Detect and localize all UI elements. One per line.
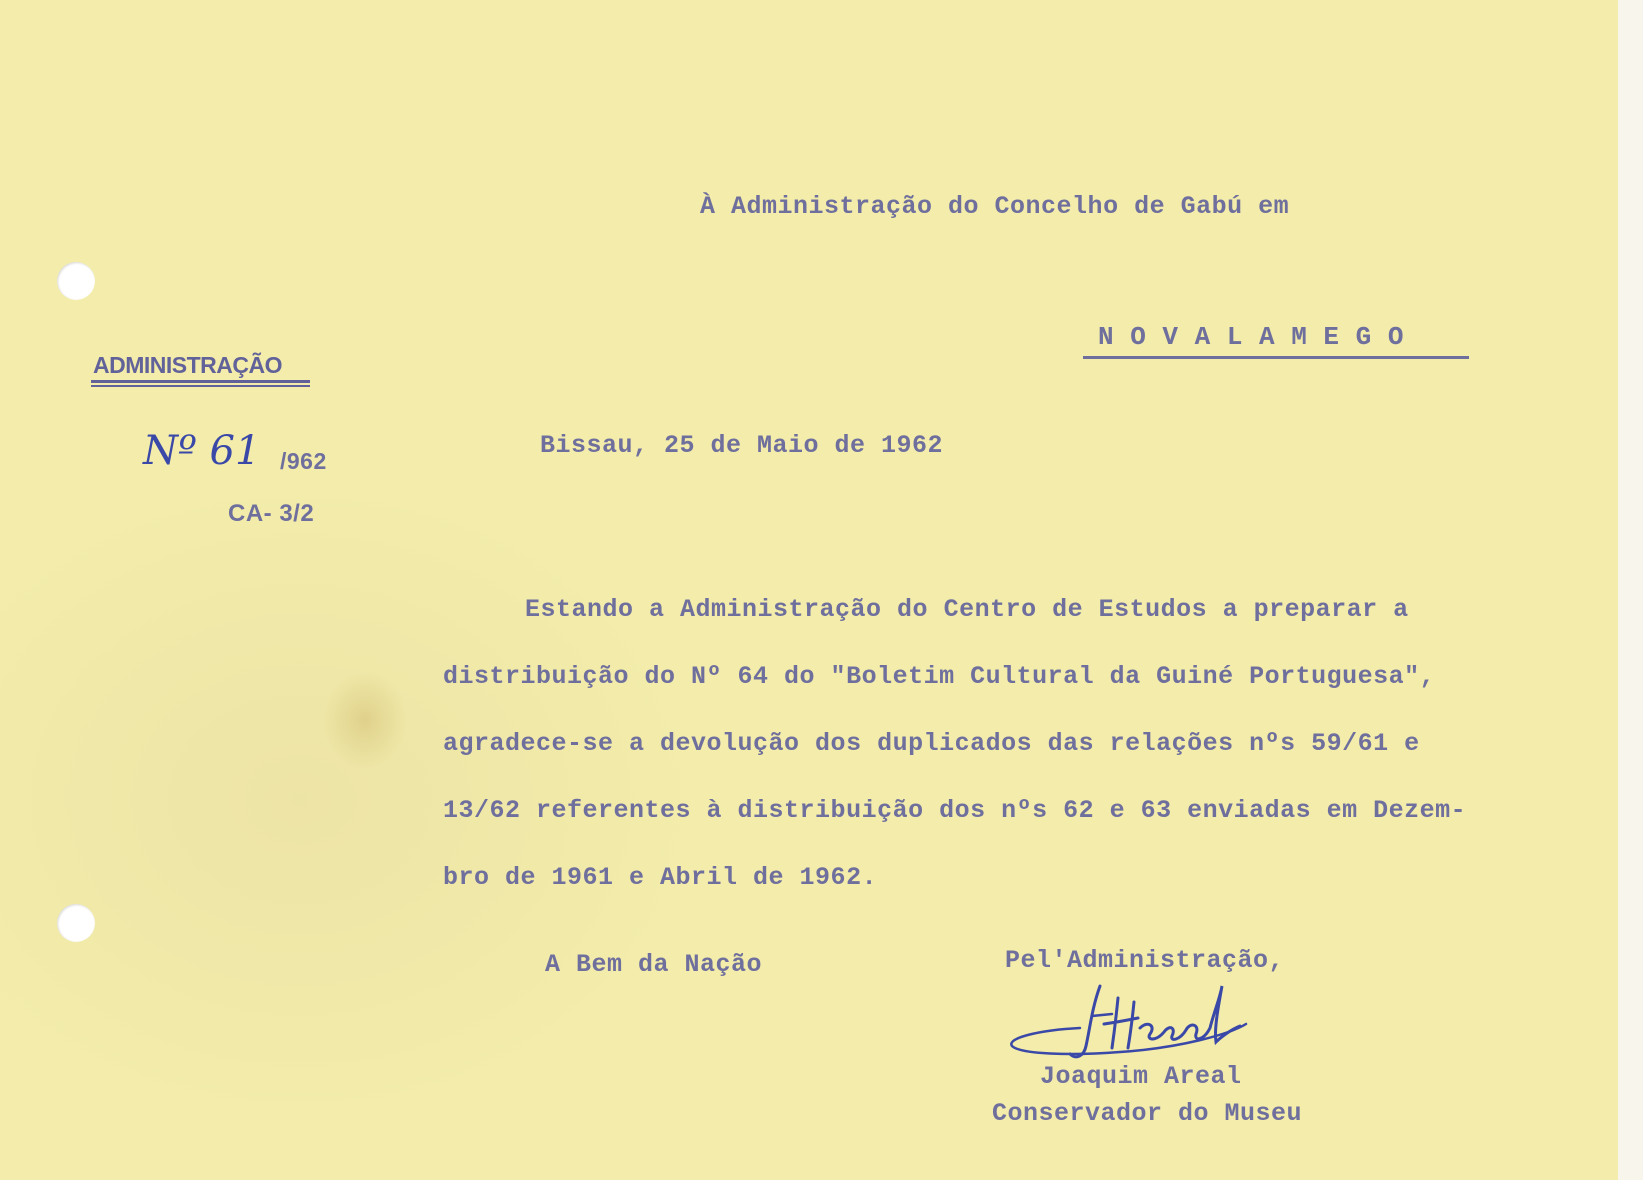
signer-title: Conservador do Museu: [992, 1099, 1303, 1128]
body-line-3: agradece-se a devolução dos duplicados das relações nºs 59/61 e: [443, 729, 1420, 758]
salutation: A Bem da Nação: [545, 950, 763, 979]
administration-stamp: ADMINISTRAÇÃO: [93, 352, 282, 378]
addressee-line: À Administração do Concelho de Gabú em: [700, 192, 1290, 221]
stamp-underline-2: [91, 385, 310, 387]
punch-hole-bottom: [57, 904, 95, 942]
dateline: Bissau, 25 de Maio de 1962: [540, 431, 944, 460]
reference-code: CA- 3/2: [228, 500, 315, 527]
body-line-5: bro de 1961 e Abril de 1962.: [443, 863, 878, 892]
reference-year: /962: [280, 448, 327, 474]
punch-hole-top: [57, 262, 95, 300]
signer-name: Joaquim Areal: [1040, 1062, 1242, 1091]
body-line-4: 13/62 referentes à distribuição dos nºs 62 e 63 enviadas em Dezem-: [443, 796, 1467, 825]
paper-edge: [1618, 0, 1643, 1180]
on-behalf-line: Pel'Administração,: [1005, 946, 1285, 975]
addressee-place: N O V A L A M E G O: [1098, 322, 1404, 352]
body-line-2: distribuição do Nº 64 do "Boletim Cultural da Guiné Portuguesa",: [443, 662, 1436, 691]
addressee-underline: [1083, 356, 1469, 359]
body-line-1: Estando a Administração do Centro de Estudos a preparar a: [525, 595, 1409, 624]
stamp-underline-1: [91, 380, 310, 383]
reference-number: Nº 61: [143, 428, 261, 474]
